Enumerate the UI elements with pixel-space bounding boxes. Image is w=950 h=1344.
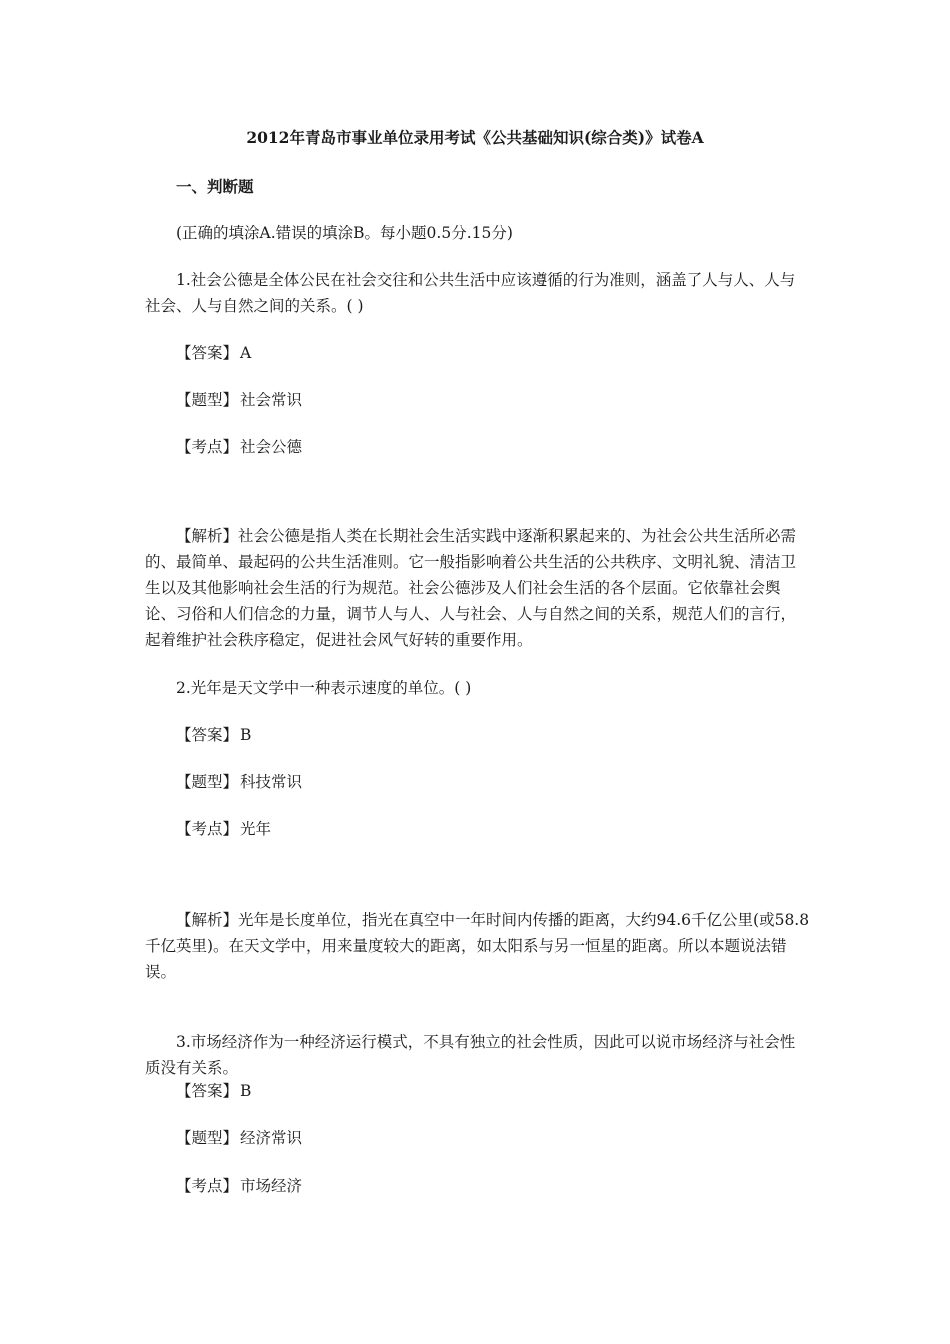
question-1-analysis-row xyxy=(145,523,810,653)
question-2-analysis-row xyxy=(145,907,810,985)
answer-label: 【答案】 xyxy=(176,344,239,362)
question-2-answer-row xyxy=(176,722,841,748)
analysis-label: 【解析】 xyxy=(176,911,239,929)
question-3-stem: 3.市场经济作为一种经济运行模式，不具有独立的社会性质，因此可以说市场经济与社会性质没有关系。 xyxy=(145,1033,796,1077)
question-2-stem: 2.光年是天文学中一种表示速度的单位。( ) xyxy=(176,679,472,697)
question-1-point-row xyxy=(176,434,841,460)
point-label: 【考点】 xyxy=(176,1177,239,1195)
type-label: 【题型】 xyxy=(176,1129,239,1147)
question-3-point-row xyxy=(176,1173,841,1199)
section-heading: 一、判断题 xyxy=(176,177,254,196)
analysis-label: 【解析】 xyxy=(176,527,239,545)
question-1-stem: 1.社会公德是全体公民在社会交往和公共生活中应该遵循的行为准则，涵盖了人与人、人与社会、人与自然之间的关系。( ) xyxy=(145,271,796,315)
question-2-analysis: 光年是长度单位，指光在真空中一年时间内传播的距离，大约94.6千亿公里(或58.8千亿英里)。在天文学中，用来量度较大的距离，如太阳系与另一恒星的距离。所以本题说法错误。 xyxy=(145,911,810,981)
answer-label: 【答案】 xyxy=(176,726,239,744)
question-2-type: 科技常识 xyxy=(240,773,303,791)
section-instructions: (正确的填涂A.错误的填涂B。每小题0.5分.15分) xyxy=(176,224,513,242)
question-2-point-row xyxy=(176,816,841,842)
question-3-type: 经济常识 xyxy=(240,1129,303,1147)
question-3-answer-row xyxy=(176,1078,841,1104)
question-2-answer: B xyxy=(240,726,252,744)
question-1-answer: A xyxy=(240,344,252,362)
question-1-analysis: 社会公德是指人类在长期社会生活实践中逐渐积累起来的、为社会公共生活所必需的、最简单、最起码的公共生活准则。它一般指影响着公共生活的公共秩序、文明礼貌、清洁卫生以及其他影响社会生活的行为规范。社会公德涉及人们社会生活的各个层面。它依靠社会舆论、习俗和人们信念的力量，调节人与人、人与社会、人与自然之间的关系，规范人们的言行，起着维护社会秩序稳定，促进社会风气好转的重要作用。 xyxy=(145,527,797,649)
type-label: 【题型】 xyxy=(176,391,239,409)
question-3-point: 市场经济 xyxy=(240,1177,303,1195)
document-title: 2012年青岛市事业单位录用考试《公共基础知识(综合类)》试卷A xyxy=(246,128,704,147)
question-3-type-row xyxy=(176,1125,841,1151)
question-3-answer: B xyxy=(240,1082,252,1100)
answer-label: 【答案】 xyxy=(176,1082,239,1100)
point-label: 【考点】 xyxy=(176,820,239,838)
point-label: 【考点】 xyxy=(176,438,239,456)
type-label: 【题型】 xyxy=(176,773,239,791)
question-1-point: 社会公德 xyxy=(240,438,303,456)
question-1-type: 社会常识 xyxy=(240,391,303,409)
question-1-answer-row xyxy=(176,340,841,366)
question-2-point: 光年 xyxy=(240,820,272,838)
question-1-type-row xyxy=(176,387,841,413)
question-2-type-row xyxy=(176,769,841,795)
